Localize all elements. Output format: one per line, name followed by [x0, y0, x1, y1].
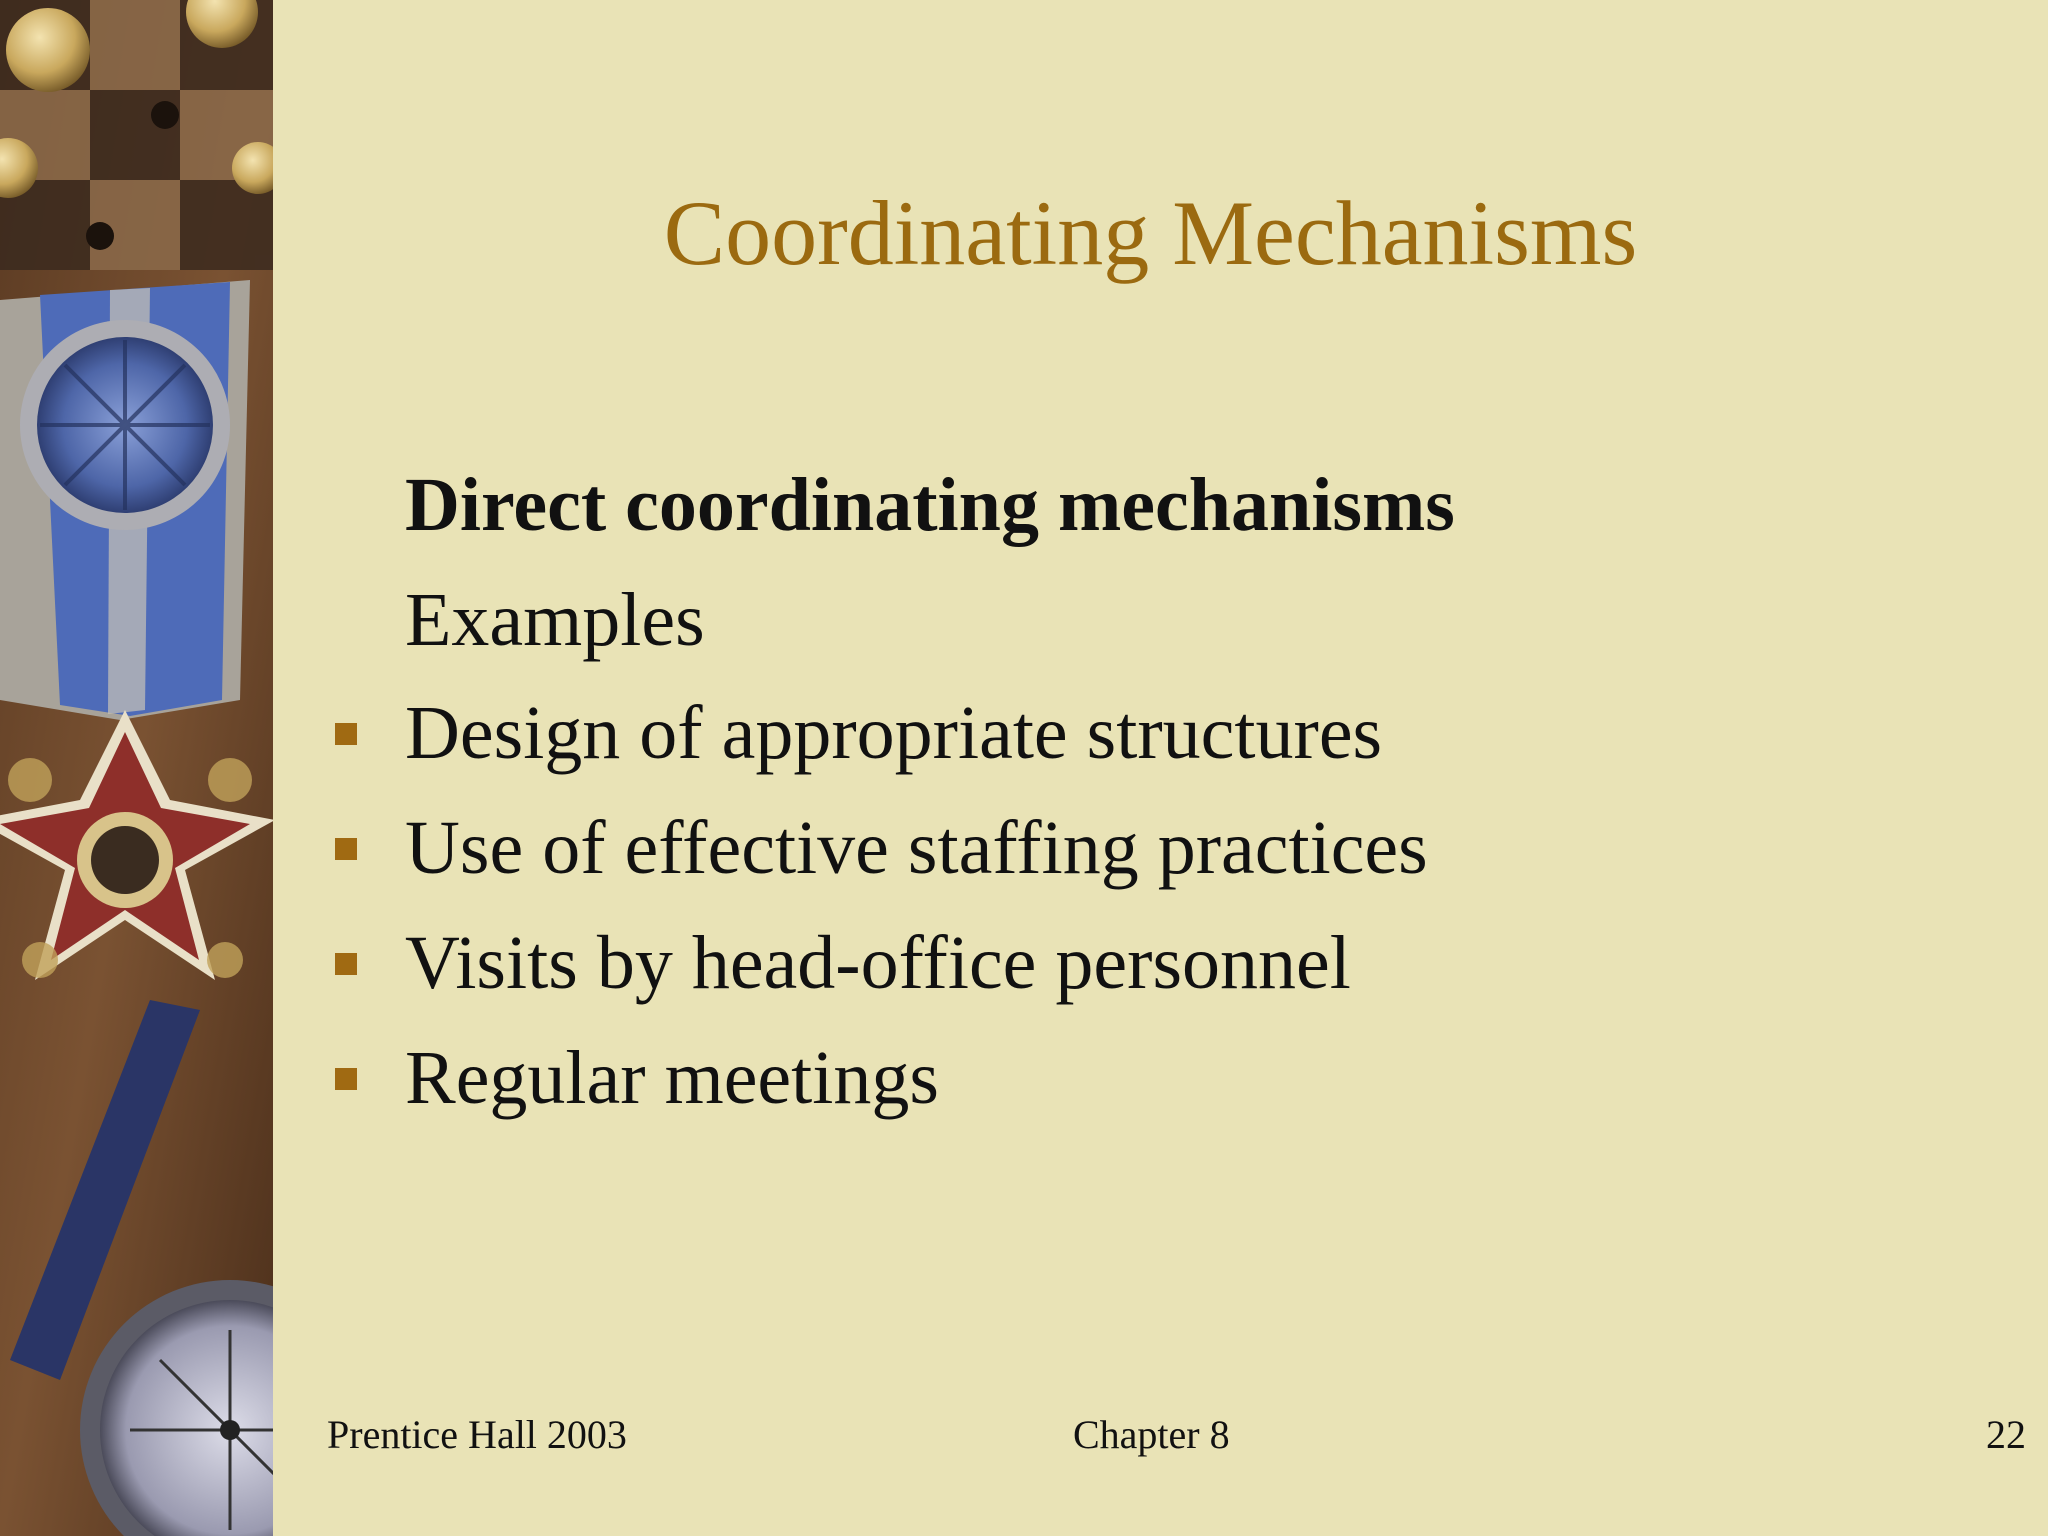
bullet-item: Use of effective staffing practices — [405, 806, 1428, 890]
heading-text: Direct coordinating mechanisms — [405, 463, 1455, 547]
bullet-marker — [335, 953, 357, 975]
bullet-item: Visits by head-office personnel — [405, 921, 1351, 1005]
bullet-item: Regular meetings — [405, 1036, 939, 1120]
slide-number: 22 — [1986, 1412, 2026, 1457]
bullet-marker — [335, 723, 357, 745]
bullet-marker — [335, 1068, 357, 1090]
subheading-text: Examples — [405, 578, 705, 662]
bullet-item: Design of appropriate structures — [405, 691, 1383, 775]
footer-left: Prentice Hall 2003 — [327, 1412, 627, 1457]
bullet-marker — [335, 838, 357, 860]
slide-title: Coordinating Mechanisms — [663, 182, 1638, 284]
footer-center: Chapter 8 — [1073, 1412, 1230, 1457]
